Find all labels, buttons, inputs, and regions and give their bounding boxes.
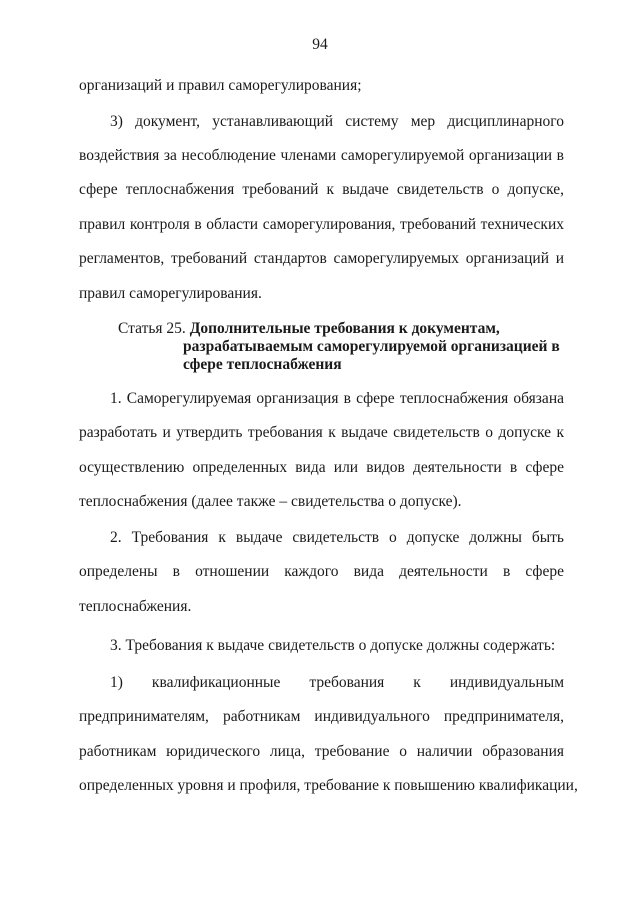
text-line: правил контроля в области саморегулирования, требований технических [79, 216, 564, 233]
article-title-line1: Дополнительные требования к документам, [189, 320, 500, 337]
text-line: воздействия за несоблюдение членами саморегулируемой организации в [79, 147, 564, 164]
article-label: Статья 25. [118, 320, 186, 337]
text-line: организаций и правил саморегулирования; [79, 77, 362, 94]
text-line: теплоснабжения (далее также – свидетельства о допуске). [79, 493, 462, 510]
text-line: работникам юридического лица, требование о наличии образования [79, 743, 564, 760]
text-line: 2. Требования к выдаче свидетельств о допуске должны быть [110, 529, 564, 546]
article-title-line2: разрабатываемым саморегулируемой организацией в [183, 338, 560, 355]
text-line: теплоснабжения. [79, 598, 192, 615]
text-line: осуществлению определенных вида или видов деятельности в сфере [79, 459, 564, 476]
text-line: 1) квалификационные требования к индивидуальным [110, 674, 564, 691]
article-title-line3: сфере теплоснабжения [183, 356, 342, 373]
text-line: правил саморегулирования. [79, 285, 262, 302]
text-line: 3) документ, устанавливающий систему мер дисциплинарного [110, 113, 564, 130]
text-line: определенных уровня и профиля, требование к повышению квалификации, [79, 777, 578, 794]
text-line: сфере теплоснабжения требований к выдаче свидетельств о допуске, [79, 181, 564, 198]
text-line: предпринимателям, работникам индивидуального предпринимателя, [79, 708, 564, 725]
text-line: 1. Саморегулируемая организация в сфере теплоснабжения обязана [110, 390, 564, 407]
text-line: 3. Требования к выдаче свидетельств о допуске должны содержать: [110, 637, 556, 654]
article-heading [118, 319, 500, 338]
text-line: регламентов, требований стандартов саморегулируемых организаций и [79, 250, 564, 267]
page-number: 94 [312, 36, 328, 53]
text-line: определены в отношении каждого вида деятельности в сфере [79, 563, 564, 580]
text-line: разработать и утвердить требования к выдаче свидетельств о допуске к [79, 424, 564, 441]
